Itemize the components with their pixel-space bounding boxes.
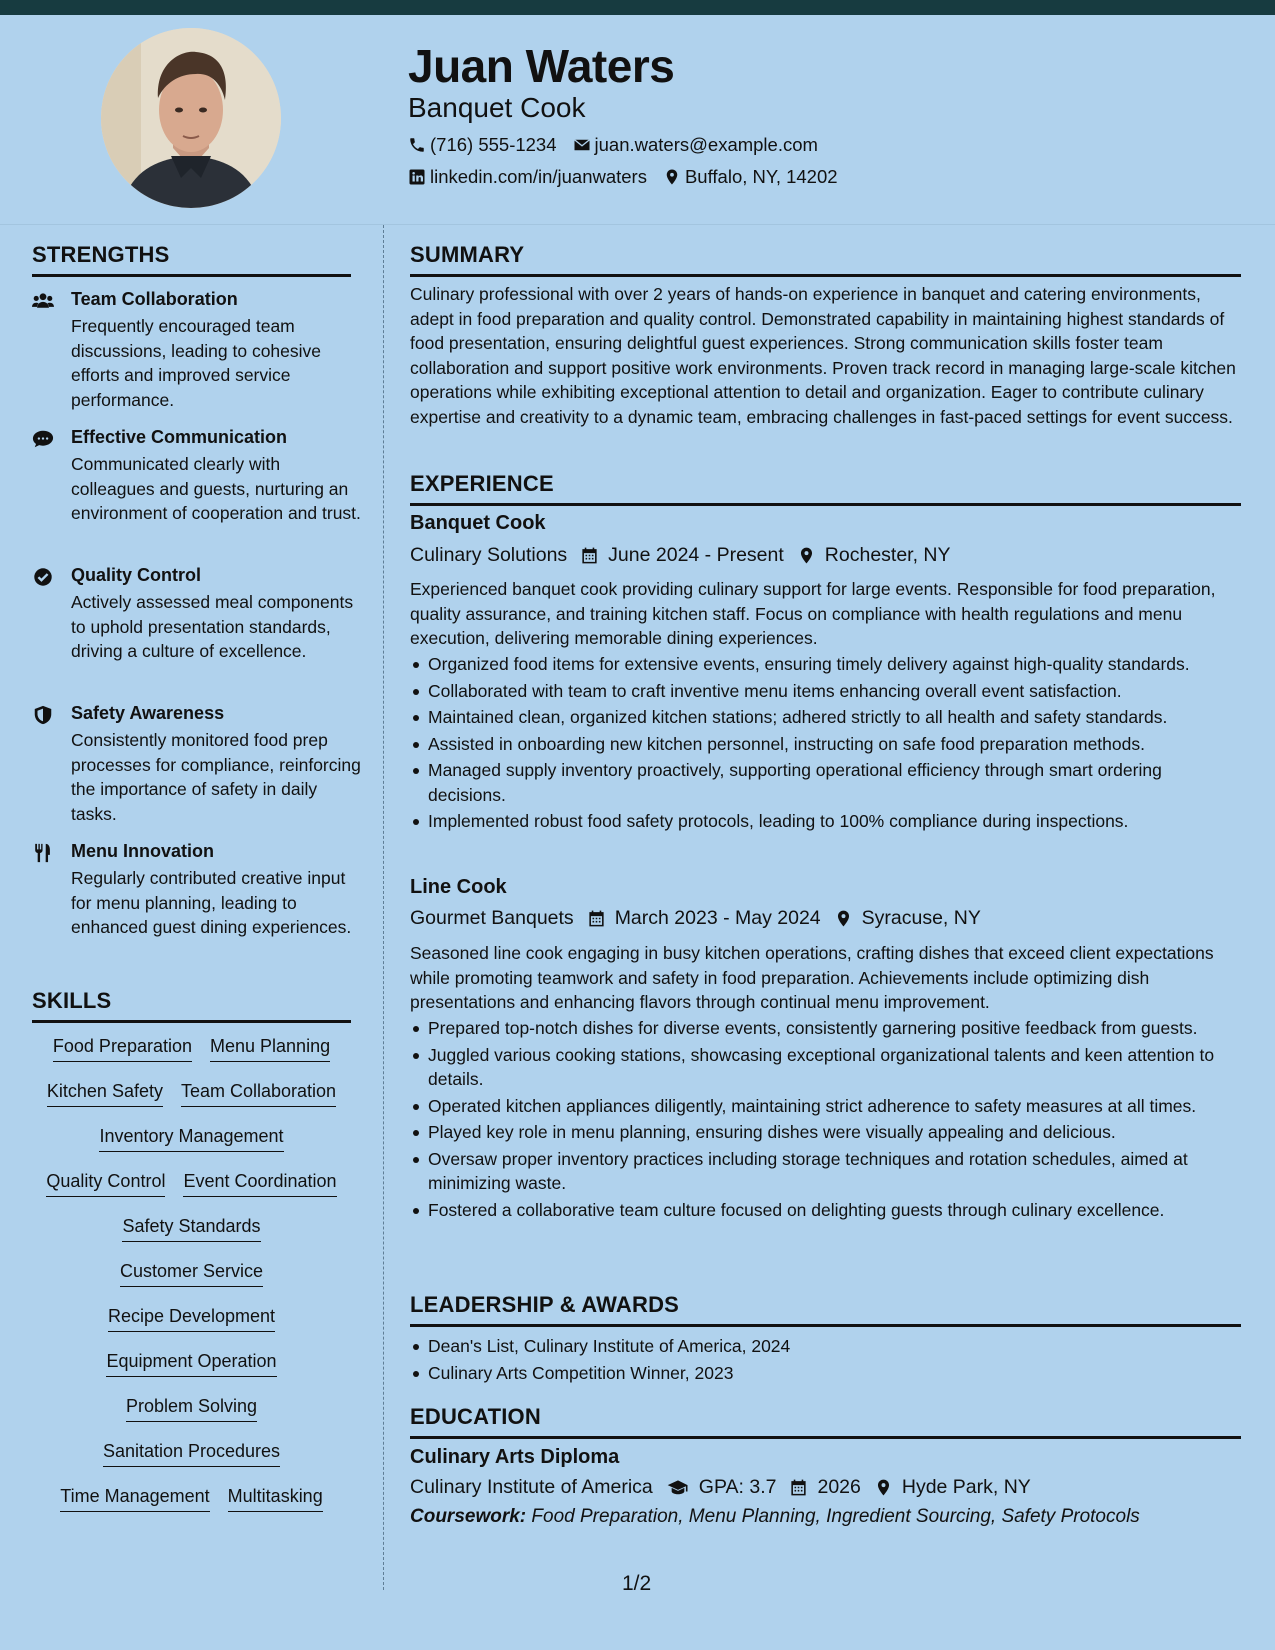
awards-heading: LEADERSHIP & AWARDS: [410, 1294, 1241, 1327]
education-heading: EDUCATION: [410, 1406, 1241, 1439]
skills-row: [32, 1126, 351, 1171]
job-bullet: Organized food items for extensive events, ensuring timely delivery against high-quality standards.: [410, 652, 1242, 677]
skill-tag: Menu Planning: [210, 1036, 330, 1062]
skills-heading: SKILLS: [32, 990, 351, 1023]
linkedin-text: linkedin.com/in/juanwaters: [430, 166, 647, 187]
coursework-text: Food Preparation, Menu Planning, Ingredient Sourcing, Safety Protocols: [531, 1506, 1140, 1527]
job-bullet: Fostered a collaborative team culture focused on delighting guests through culinary excellence.: [410, 1198, 1242, 1223]
strength-description: Actively assessed meal components to uphold presentation standards, driving a culture of excellence.: [71, 592, 354, 661]
strengths-heading: STRENGTHS: [32, 244, 351, 277]
strength-title: Quality Control: [71, 565, 201, 585]
email-text: juan.waters@example.com: [594, 134, 818, 155]
strength-description: Regularly contributed creative input for menu planning, leading to enhanced guest dining experiences.: [71, 868, 352, 937]
skills-row: [32, 1441, 351, 1486]
skill-tag: Problem Solving: [126, 1396, 257, 1422]
job-bullets: [410, 652, 1242, 836]
education-school: Culinary Institute of America: [410, 1476, 653, 1498]
avatar: [101, 28, 281, 208]
location-text: Buffalo, NY, 14202: [684, 166, 838, 187]
strength-title: Menu Innovation: [71, 841, 214, 861]
map-pin-icon: [834, 909, 853, 928]
graduation-cap-icon: [666, 1478, 690, 1497]
job-company: Gourmet Banquets: [410, 907, 574, 929]
experience-heading: EXPERIENCE: [410, 473, 1241, 506]
job-bullets: [410, 1016, 1242, 1224]
skills-row: [32, 1486, 351, 1531]
skills-row: [32, 1216, 351, 1261]
map-pin-icon: [874, 1478, 893, 1497]
linkedin-icon: [408, 168, 426, 186]
job-bullet: Oversaw proper inventory practices including storage techniques and rotation schedules, aimed at minimizing waste.: [410, 1147, 1242, 1196]
page-number: 1/2: [622, 1572, 652, 1595]
job-bullet: Prepared top-notch dishes for diverse events, consistently garnering positive feedback from guests.: [410, 1016, 1242, 1041]
skills-row: [32, 1171, 351, 1216]
strength-description: Communicated clearly with colleagues and guests, nurturing an environment of cooperation and trust.: [71, 454, 361, 523]
summary-heading: SUMMARY: [410, 244, 1241, 277]
skills-row: [32, 1261, 351, 1306]
contact-location: [663, 166, 838, 188]
job-company: Culinary Solutions: [410, 544, 568, 566]
award-item: Culinary Arts Competition Winner, 2023: [410, 1361, 1242, 1386]
job-bullet: Assisted in onboarding new kitchen personnel, instructing on safe food preparation methods.: [410, 732, 1242, 757]
job-bullet: Juggled various cooking stations, showcasing exceptional organizational talents and keen attention to details.: [410, 1043, 1242, 1092]
column-divider: [383, 225, 384, 1590]
job-bullet: Maintained clean, organized kitchen stations; adhered strictly to all health and safety standards.: [410, 705, 1242, 730]
skill-tag: Equipment Operation: [106, 1351, 276, 1377]
envelope-icon: [573, 136, 591, 154]
calendar-icon: [789, 1478, 808, 1497]
skill-tag: Kitchen Safety: [47, 1081, 163, 1107]
skills-row: [32, 1081, 351, 1126]
job-location: Syracuse, NY: [861, 907, 981, 929]
contact-linkedin[interactable]: [408, 166, 647, 188]
education-degree: Culinary Arts Diploma: [410, 1446, 620, 1468]
job-bullet: Operated kitchen appliances diligently, maintaining strict adherence to safety measures at all times.: [410, 1094, 1242, 1119]
phone-icon: [408, 136, 426, 154]
job-bullet: Implemented robust food safety protocols, leading to 100% compliance during inspections.: [410, 809, 1242, 834]
phone-text: (716) 555-1234: [430, 134, 557, 155]
job-dates: March 2023 - May 2024: [614, 907, 821, 929]
award-item: Dean's List, Culinary Institute of America, 2024: [410, 1334, 1242, 1359]
skills-row: [32, 1351, 351, 1396]
skill-tag: Customer Service: [120, 1261, 263, 1287]
education-location: Hyde Park, NY: [901, 1476, 1031, 1498]
job-description: Experienced banquet cook providing culinary support for large events. Responsible for food preparation, quality assurance, and training kitchen staff. Focus on compliance with health regulations and menu execution, delivering memorable dining experiences.: [410, 579, 1216, 648]
skill-tag: Recipe Development: [108, 1306, 275, 1332]
calendar-icon: [587, 909, 606, 928]
job-bullet: Collaborated with team to craft inventive menu items enhancing overall event satisfaction.: [410, 679, 1242, 704]
comments-icon: [32, 429, 56, 449]
skills-row: [32, 1036, 351, 1081]
job-meta: [410, 544, 951, 567]
map-pin-icon: [663, 168, 681, 186]
coursework-label: Coursework:: [410, 1506, 527, 1527]
education-gpa: GPA: 3.7: [698, 1476, 777, 1498]
job-bullet: Played key role in menu planning, ensuring dishes were visually appealing and delicious.: [410, 1120, 1242, 1145]
top-bar: [0, 0, 1275, 15]
contact-email[interactable]: [573, 134, 818, 156]
check-circle-icon: [32, 567, 56, 587]
job-bullet: Managed supply inventory proactively, supporting operational efficiency through smart ordering decisions.: [410, 758, 1242, 807]
skills-list: [32, 1036, 351, 1531]
skill-tag: Sanitation Procedures: [103, 1441, 280, 1467]
strength-description: Consistently monitored food prep processes for compliance, reinforcing the importance of safety in daily tasks.: [71, 730, 361, 824]
job-description: Seasoned line cook engaging in busy kitchen operations, crafting dishes that exceed client expectations while promoting teamwork and safety in food preparation. Achievements include optimizing dish presentations and enhancing flavors through continual menu improvement.: [410, 943, 1214, 1012]
candidate-title: Banquet Cook: [408, 92, 586, 123]
candidate-name: Juan Waters: [408, 40, 675, 92]
job-dates: June 2024 - Present: [608, 544, 784, 566]
strength-description: Frequently encouraged team discussions, leading to cohesive efforts and improved service performance.: [71, 316, 322, 410]
job-role: Line Cook: [410, 876, 507, 898]
resume-header: [0, 15, 1275, 225]
contact-row: [408, 166, 838, 188]
calendar-icon: [580, 546, 599, 565]
awards-list: [410, 1334, 1242, 1387]
skills-row: [32, 1396, 351, 1441]
contact-phone[interactable]: [408, 134, 557, 156]
users-icon: [32, 291, 56, 311]
skill-tag: Safety Standards: [122, 1216, 260, 1242]
job-role: Banquet Cook: [410, 512, 546, 534]
skill-tag: Multitasking: [228, 1486, 323, 1512]
education-meta: [410, 1476, 1031, 1499]
education-coursework: [410, 1506, 1140, 1528]
strength-title: Effective Communication: [71, 427, 288, 447]
strength-title: Safety Awareness: [71, 703, 225, 723]
skills-row: [32, 1306, 351, 1351]
utensils-icon: [32, 843, 56, 863]
skill-tag: Quality Control: [46, 1171, 165, 1197]
summary-text: Culinary professional with over 2 years of hands-on experience in banquet and catering environments, adept in food preparation and quality control. Demonstrated capability in maintaining highest standards of food presentation, ensuring delightful guest experiences. Strong communication skills foster team collaboration and support positive work environments. Proven track record in managing large-scale kitchen operations while exhibiting exceptional attention to detail and organization. Eager to contribute culinary expertise and creativity to a dynamic team, embracing challenges in fast-paced settings for event success.: [410, 284, 1236, 427]
skill-tag: Event Coordination: [183, 1171, 336, 1197]
strength-title: Team Collaboration: [71, 289, 238, 309]
contact-row: [408, 134, 818, 156]
skill-tag: Team Collaboration: [181, 1081, 336, 1107]
skill-tag: Time Management: [60, 1486, 209, 1512]
skill-tag: Inventory Management: [99, 1126, 283, 1152]
job-meta: [410, 907, 981, 930]
map-pin-icon: [797, 546, 816, 565]
skill-tag: Food Preparation: [53, 1036, 192, 1062]
shield-icon: [32, 705, 56, 725]
education-year: 2026: [817, 1476, 861, 1498]
job-location: Rochester, NY: [824, 544, 951, 566]
